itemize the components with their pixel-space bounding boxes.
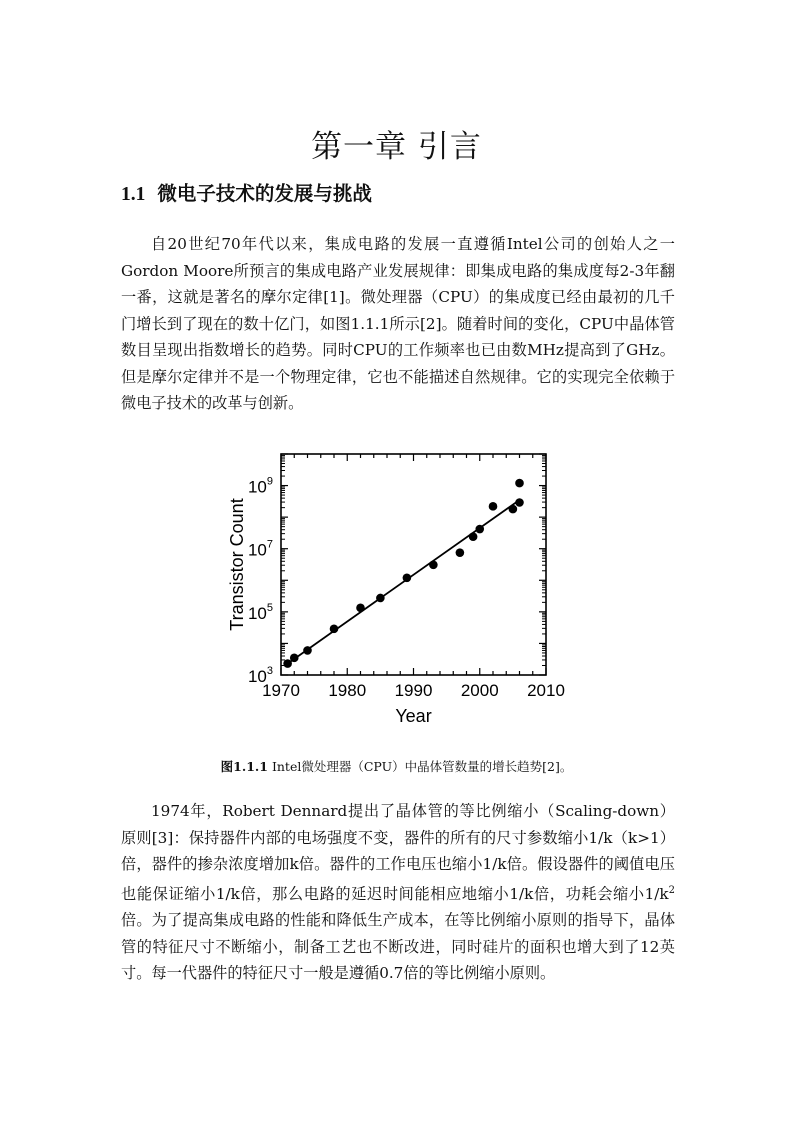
data-point (303, 646, 312, 655)
x-tick-label: 2010 (527, 681, 565, 700)
y-tick-exponent: 9 (266, 475, 273, 488)
x-tick-label: 1990 (394, 681, 433, 700)
data-point (456, 548, 465, 557)
x-axis-label: Year (395, 706, 432, 726)
figure-caption-text: Intel微处理器（CPU）中晶体管数量的增长趋势[2]。 (271, 759, 573, 774)
data-point (515, 498, 524, 507)
data-point (489, 502, 498, 511)
y-axis-label: Transistor Count (227, 498, 247, 631)
data-point (330, 625, 339, 634)
section-heading (121, 178, 372, 206)
data-point (509, 505, 518, 514)
y-tick-exponent: 5 (266, 601, 273, 614)
figure-caption (0, 757, 793, 775)
section-number: 1.1 (121, 184, 146, 205)
y-tick-base: 10 (247, 477, 267, 497)
data-point (283, 659, 292, 668)
plot-frame (281, 454, 546, 675)
y-tick-base: 10 (247, 667, 267, 686)
paragraph-2-part2: 倍。为了提高集成电路的性能和降低生产成本，在等比例缩小原则的指导下，晶体管的特征尺寸不断缩小，制备工艺也不断改进，同时硅片的面积也增大到了12英寸。每一代器件的特征尺寸一般是遵循0.7倍的等比例缩小原则。 (121, 911, 675, 983)
data-point (469, 532, 478, 541)
data-point (376, 594, 385, 603)
paragraph-2-part1: 1974年，Robert Dennard提出了晶体管的等比例缩小（Scaling-down）原则[3]：保持器件内部的电场强度不变，器件的所有的尺寸参数缩小1/k（k>1）倍，器件的掺杂浓度增加k倍。器件的工作电压也缩小1/k倍。假设器件的阈值电压也能保证缩小1/k倍，那么电路的延迟时间能相应地缩小1/k倍，功耗会缩小1/k (121, 802, 675, 903)
data-point (515, 479, 524, 488)
paragraph-2 (121, 798, 675, 987)
x-tick-label: 2000 (460, 681, 499, 700)
x-tick-label: 1980 (328, 681, 367, 700)
y-tick-base: 10 (247, 603, 267, 623)
chapter-title: 第一章 引言 (311, 128, 482, 165)
paragraph-2-superscript: 2 (668, 884, 675, 896)
data-point (403, 573, 412, 582)
y-tick-label (248, 539, 273, 560)
trend-line (288, 500, 520, 664)
y-tick-base: 10 (247, 540, 267, 560)
y-tick-exponent: 7 (266, 538, 273, 551)
data-point (429, 560, 438, 569)
y-tick-exponent: 3 (266, 665, 273, 677)
figure-transistor-count (213, 440, 583, 740)
data-point (356, 604, 365, 613)
paragraph-1: 自20世纪70年代以来，集成电路的发展一直遵循Intel公司的创始人之一Gordon Moore所预言的集成电路产业发展规律：即集成电路的集成度每2-3年翻一番，这就是著名的摩尔定律[1]。微处理器（CPU）的集成度已经由最初的几千门增长到了现在的数十亿门，如图1.1.1所示[2]。随着时间的变化，CPU中晶体管数目呈现出指数增长的趋势。同时CPU的工作频率也已由数MHz提高到了GHz。但是摩尔定律并不是一个物理定律，它也不能描述自然规律。它的实现完全依赖于微电子技术的改革与创新。 (121, 235, 675, 412)
y-tick-label (248, 602, 273, 623)
figure-caption-label: 图1.1.1 (220, 759, 268, 774)
y-tick-label (248, 476, 273, 497)
section-title: 微电子技术的发展与挑战 (157, 182, 372, 205)
data-point (475, 525, 484, 534)
x-tick-label: 1970 (262, 681, 300, 700)
transistor-count-chart (213, 440, 583, 740)
data-point (290, 654, 299, 663)
